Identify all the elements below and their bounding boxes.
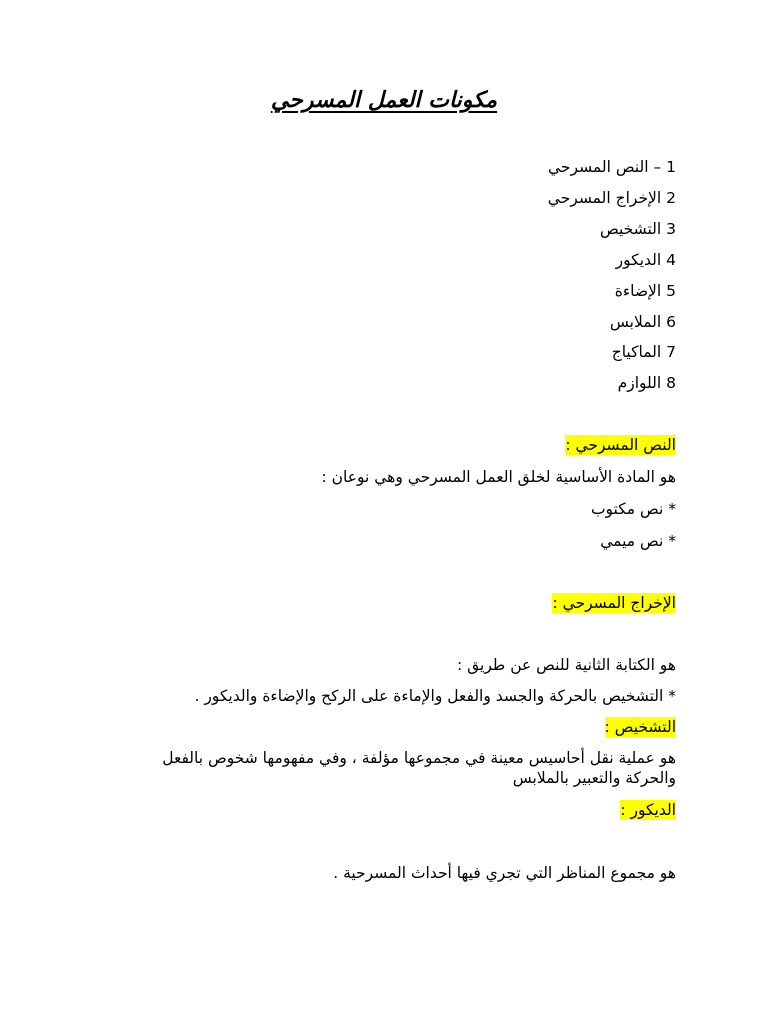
section-text-item: * نص مكتوب <box>590 500 676 518</box>
list-item: 1 – النص المسرحي <box>548 158 676 176</box>
list-item: 8 اللوازم <box>617 374 676 392</box>
section-text-definition: هو المادة الأساسية لخلق العمل المسرحي وهي نوعان : <box>321 468 676 486</box>
section-text-item: * نص ميمي <box>600 532 676 550</box>
document-title: مكونات العمل المسرحي <box>270 88 498 113</box>
section-heading-acting-label: التشخيص : <box>604 718 676 736</box>
list-item: 3 التشخيص <box>599 220 676 238</box>
section-heading-directing <box>552 592 676 614</box>
section-acting-definition: هو عملية نقل أحاسيس معينة في مجموعها مؤلفة ، وفي مفهومها شخوص بالفعل والحركة والتعبير بالملابس <box>162 749 676 787</box>
section-heading-decor <box>620 799 676 821</box>
section-directing-item: * التشخيص بالحركة والجسد والفعل والإماءة على الركح والإضاءة والديكور . <box>194 687 676 705</box>
list-item: 5 الإضاءة <box>614 282 676 300</box>
section-directing-definition: هو الكتابة الثانية للنص عن طريق : <box>456 656 676 674</box>
list-item: 2 الإخراج المسرحي <box>547 189 676 207</box>
section-heading-acting <box>605 716 676 738</box>
list-item: 6 الملابس <box>609 313 676 331</box>
section-heading-directing-label: الإخراج المسرحي : <box>552 594 676 612</box>
list-item: 7 الماكياج <box>611 343 676 361</box>
section-decor-definition: هو مجموع المناظر التي تجري فيها أحداث المسرحية . <box>333 864 676 882</box>
list-item: 4 الديكور <box>615 251 676 269</box>
section-heading-text <box>565 434 676 456</box>
section-heading-decor-label: الديكور : <box>620 801 676 819</box>
section-heading-text-label: النص المسرحي : <box>565 436 676 454</box>
